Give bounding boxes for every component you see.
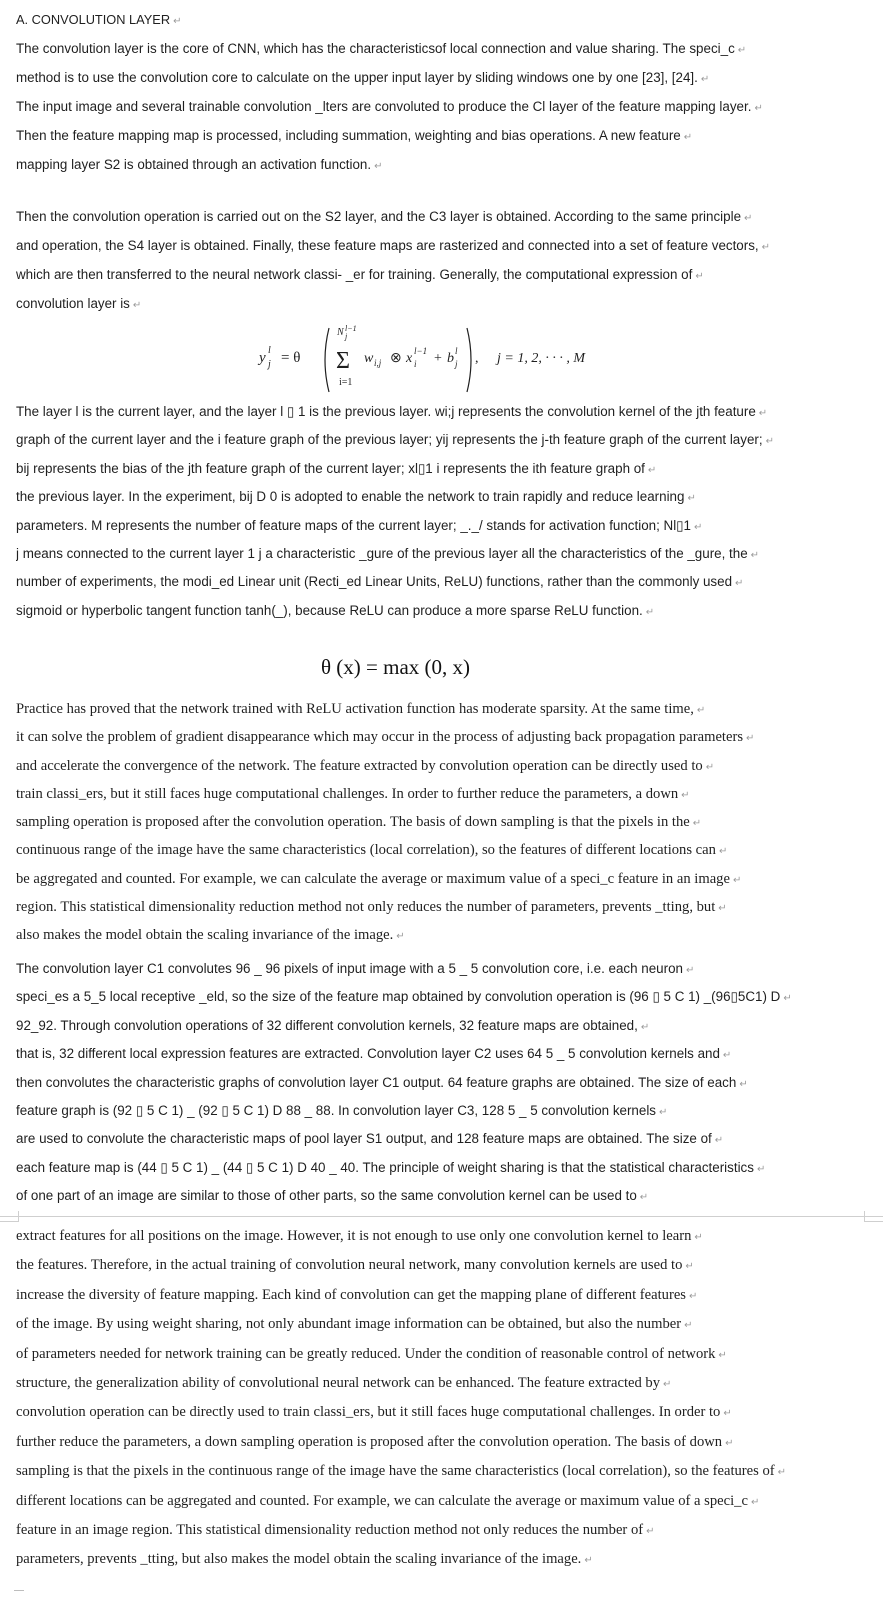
text-line: Practice has proved that the network trained with ReLU activation function has moderate sparsity. At the same time, ↵ (16, 701, 706, 717)
text-line: convolution layer is ↵ (16, 296, 142, 311)
text-line: train classi_ers, but it still faces huge computational challenges. In order to further reduce the parameters, a down ↵ (16, 785, 690, 802)
text-line: method is to use the convolution core to calculate on the upper input layer by sliding windows one by one [23], [24]. ↵ (16, 70, 710, 85)
svg-text:w: w (364, 351, 374, 366)
svg-text:⊗: ⊗ (390, 351, 402, 366)
text-line: sigmoid or hyperbolic tangent function tanh(_), because ReLU can produce a more sparse ReLU function. ↵ (16, 602, 655, 618)
text-line: graph of the current layer and the i feature graph of the previous layer; yij represents the j-th feature graph of the current layer; ↵ (16, 432, 774, 448)
svg-text:l: l (455, 346, 458, 356)
text-line: different locations can be aggregated and counted. For example, we can calculate the average or maximum value of a speci_c ↵ (16, 1492, 760, 1509)
text-line: bij represents the bias of the jth feature graph of the current layer; xl▯1 i represents the ith feature graph of ↵ (16, 460, 657, 476)
text-line: The convolution layer is the core of CNN, which has the characteristicsof local connection and value sharing. The speci_c ↵ (16, 41, 747, 56)
text-line: j means connected to the current layer 1 j a characteristic _gure of the previous layer all the characteristics of the _gure, the ↵ (16, 545, 760, 561)
text-line: further reduce the parameters, a down sampling operation is proposed after the convolution operation. The basis of down ↵ (16, 1433, 734, 1450)
sum-sign: Σ (336, 348, 350, 374)
svg-text:+: + (434, 351, 442, 366)
text-line: which are then transferred to the neural network classi- _er for training. Generally, the computational expression of ↵ (16, 267, 704, 282)
svg-text:,: , (475, 351, 479, 366)
text-line: and operation, the S4 layer is obtained. Finally, these feature maps are rasterized and connected into a set of feature vectors, ↵ (16, 238, 771, 253)
text-line: and accelerate the convergence of the network. The feature extracted by convolution operation can be directly used to ↵ (16, 757, 715, 774)
paragraph-5 (16, 955, 792, 1211)
text-line: The layer l is the current layer, and the layer l ▯ 1 is the previous layer. wi;j represents the convolution kernel of the jth feature ↵ (16, 404, 768, 419)
text-line: Then the feature mapping map is processed, including summation, weighting and bias operations. A new feature ↵ (16, 128, 693, 143)
text-line: The convolution layer C1 convolutes 96 _ 96 pixels of input image with a 5 _ 5 convolution core, i.e. each neuron ↵ (16, 961, 695, 976)
paragraph-3 (16, 398, 774, 625)
text-line: number of experiments, the modi_ed Linear unit (Recti_ed Linear Units, ReLU) functions, rather than the commonly used ↵ (16, 574, 744, 590)
svg-text:j: j (268, 359, 271, 370)
svg-text:j: j (455, 359, 458, 369)
paragraph-4 (16, 695, 754, 950)
text-line: be aggregated and counted. For example, we can calculate the average or maximum value of a speci_c feature in an image ↵ (16, 870, 742, 887)
paragraph-1 (16, 34, 763, 179)
text-line: the features. Therefore, in the actual training of convolution neural network, many convolution kernels are used to ↵ (16, 1257, 694, 1274)
text-line: each feature map is (44 ▯ 5 C 1) _ (44 ▯ 5 C 1) D 40 _ 40. The principle of weight sharing is that the statistical characteristics ↵ (16, 1159, 766, 1175)
text-line: of the image. By using weight sharing, not only abundant image information can be obtained, but also the number ↵ (16, 1316, 693, 1333)
svg-text:j: j (345, 332, 348, 341)
text-line: of parameters needed for network training can be greatly reduced. Under the condition of reasonable control of network ↵ (16, 1345, 727, 1362)
paragraph-2 (16, 202, 770, 318)
svg-text:i=1: i=1 (339, 377, 353, 388)
text-line: Then the convolution operation is carried out on the S2 layer, and the C3 layer is obtained. According to the same principle ↵ (16, 209, 753, 224)
text-line: mapping layer S2 is obtained through an activation function. ↵ (16, 157, 383, 172)
right-paren (467, 328, 471, 392)
text-line: feature graph is (92 ▯ 5 C 1) _ (92 ▯ 5 C 1) D 88 _ 88. In convolution layer C3, 128 5 _ 5 convolution kernels ↵ (16, 1102, 668, 1118)
text-line: that is, 32 different local expression features are extracted. Convolution layer C2 uses 64 5 _ 5 convolution kernels and ↵ (16, 1046, 732, 1062)
text-line: sampling is that the pixels in the continuous range of the image have the same characteristics (local correlation), so the features of ↵ (16, 1463, 787, 1480)
text-line: also makes the model obtain the scaling invariance of the image. ↵ (16, 927, 405, 944)
svg-text:l−1: l−1 (345, 324, 357, 333)
text-line: region. This statistical dimensionality reduction method not only reduces the number of parameters, prevents _tting, but ↵ (16, 899, 727, 916)
svg-text:= θ: = θ (281, 350, 301, 366)
svg-text:x: x (406, 351, 413, 366)
text-line: increase the diversity of feature mapping. Each kind of convolution can get the mapping plane of different features ↵ (16, 1286, 698, 1303)
svg-text:l: l (268, 345, 271, 356)
svg-text:i,j: i,j (374, 358, 382, 368)
relu-formula: θ (x) = max (0, x) (321, 655, 471, 679)
formula-range: j = 1, 2, · · · , M (497, 351, 585, 366)
convolution-formula-svg (251, 322, 636, 398)
text-line: are used to convolute the characteristic maps of pool layer S1 output, and 128 feature maps are obtained. The size of ↵ (16, 1131, 724, 1147)
text-line: convolution operation can be directly used to train classi_ers, but it still faces huge computational challenges. In order to ↵ (16, 1404, 732, 1421)
text-line: structure, the generalization ability of convolutional neural network can be enhanced. The feature extracted by ↵ (16, 1374, 672, 1391)
text-line: parameters, prevents _tting, but also makes the model obtain the scaling invariance of the image. ↵ (16, 1551, 593, 1568)
svg-text:i: i (414, 359, 417, 369)
section-heading: A. CONVOLUTION LAYER ↵ (16, 12, 182, 27)
text-line: the previous layer. In the experiment, bij D 0 is adopted to enable the network to train rapidly and reduce learning ↵ (16, 489, 696, 505)
text-line: then convolutes the characteristic graphs of convolution layer C1 output. 64 feature graphs are obtained. The size of each ↵ (16, 1074, 748, 1090)
text-line: it can solve the problem of gradient disappearance which may occur in the process of adjusting back propagation parameters ↵ (16, 729, 755, 746)
page-corner-mark (14, 1590, 24, 1591)
svg-text:N: N (337, 327, 344, 338)
text-line: of one part of an image are similar to those of other parts, so the same convolution kernel can be used to ↵ (16, 1188, 649, 1204)
page-break (0, 1211, 883, 1223)
formula-lhs: y (259, 350, 266, 366)
left-paren (325, 328, 329, 392)
svg-text:l−1: l−1 (414, 346, 428, 356)
text-line: speci_es a 5_5 local receptive _eld, so the size of the feature map obtained by convolution operation is (96 ▯ 5 C 1) _(96▯5C1) D ↵ (16, 989, 792, 1005)
text-line: continuous range of the image have the same characteristics (local correlation), so the features of different locations can ↵ (16, 842, 728, 859)
convolution-formula (251, 322, 636, 398)
text-line: sampling operation is proposed after the convolution operation. The basis of down sampling is that the pixels in the ↵ (16, 814, 702, 831)
paragraph-6 (16, 1222, 786, 1575)
text-line: The input image and several trainable convolution _lters are convoluted to produce the Cl layer of the feature mapping layer. ↵ (16, 99, 763, 114)
text-line: extract features for all positions on the image. However, it is not enough to use only one convolution kernel to learn ↵ (16, 1228, 703, 1244)
text-line: parameters. M represents the number of feature maps of the current layer; _._/ stands for activation function; Nl▯1 ↵ (16, 517, 703, 533)
svg-text:b: b (447, 351, 454, 366)
text-line: feature in an image region. This statistical dimensionality reduction method not only reduces the number of ↵ (16, 1521, 655, 1538)
text-line: 92_92. Through convolution operations of 32 different convolution kernels, 32 feature maps are obtained, ↵ (16, 1017, 650, 1033)
